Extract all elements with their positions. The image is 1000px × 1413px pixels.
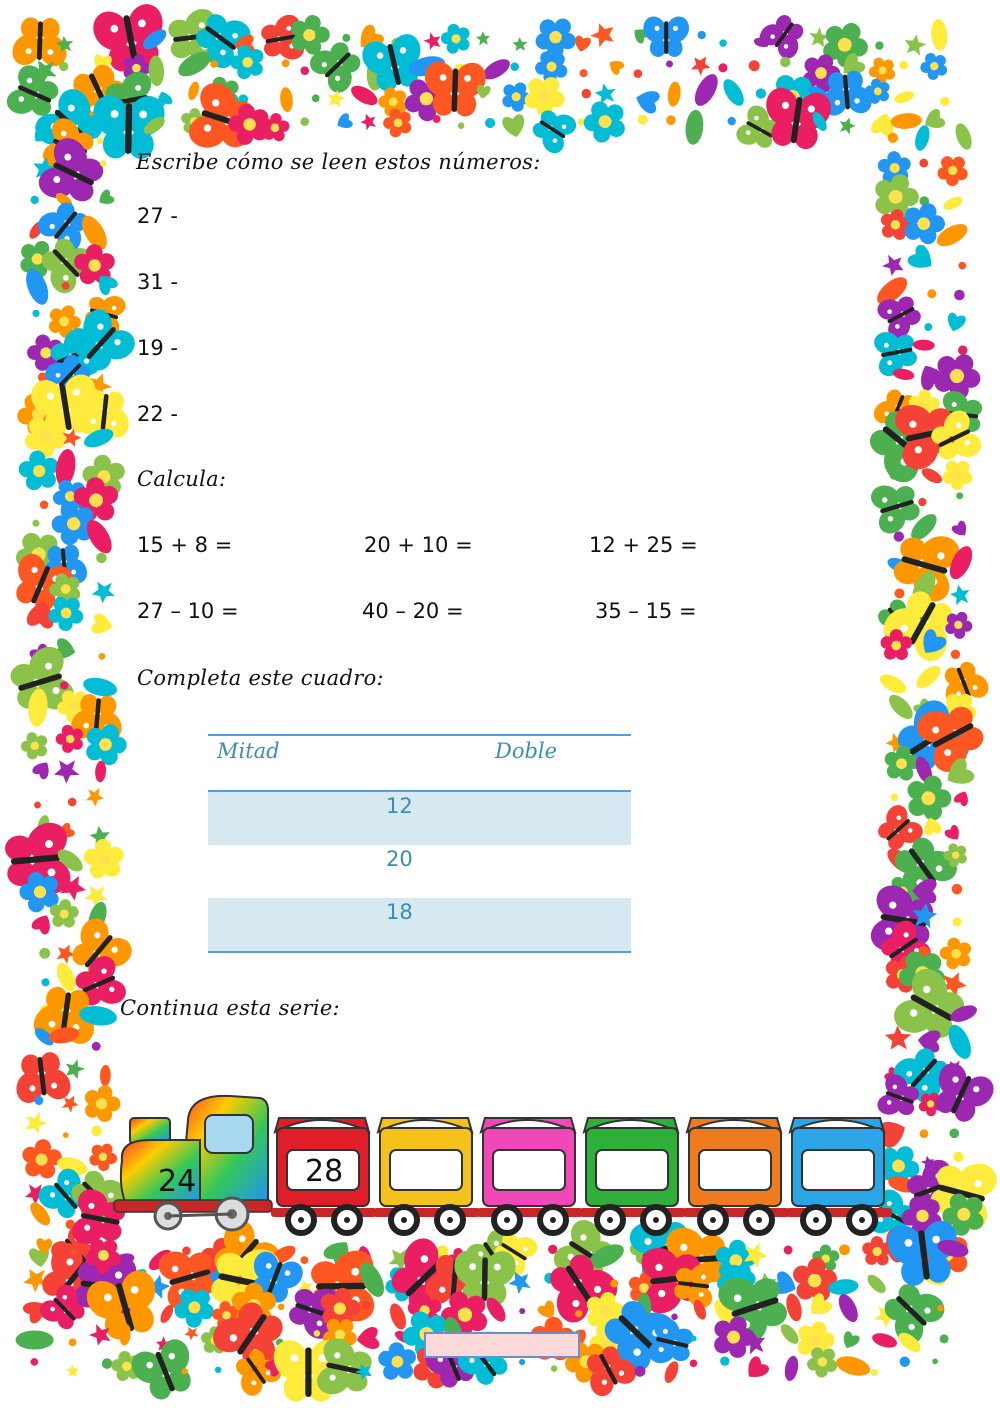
border-dot-icon <box>951 916 964 929</box>
border-dot-icon <box>518 1307 526 1315</box>
border-flower-icon <box>582 99 626 144</box>
border-dot-icon <box>931 1358 938 1365</box>
border-heart-icon <box>839 1330 861 1352</box>
border-dot-icon <box>671 1313 678 1320</box>
border-star-icon <box>837 115 857 135</box>
border-dot-icon <box>925 287 938 300</box>
train-wagon <box>786 1118 892 1233</box>
border-heart-icon <box>573 35 592 54</box>
border-heart-icon <box>334 112 354 132</box>
border-flower-icon <box>942 460 972 490</box>
border-butterfly-icon <box>639 13 693 57</box>
border-flower-icon <box>935 933 978 976</box>
border-dot-icon <box>893 587 907 601</box>
table-cell: 20 <box>386 847 413 871</box>
border-star-icon <box>900 31 928 59</box>
table-row <box>208 898 631 951</box>
number-item: 22 - <box>137 402 178 426</box>
operation: 12 + 25 = <box>589 533 698 557</box>
column-header-doble: Doble <box>495 739 558 763</box>
border-heart-icon <box>945 312 967 334</box>
border-star-icon <box>948 583 972 607</box>
border-leaf-icon <box>657 76 692 112</box>
border-star-icon <box>89 579 115 605</box>
operation: 20 + 10 = <box>364 533 473 557</box>
operation: 15 + 8 = <box>137 533 233 557</box>
border-dot-icon <box>950 648 962 660</box>
border-dot-icon <box>948 1127 961 1140</box>
border-star-icon <box>64 1362 82 1380</box>
border-star-icon <box>476 31 491 46</box>
border-dot-icon <box>917 496 928 507</box>
operation: 40 – 20 = <box>362 599 464 623</box>
border-heart-icon <box>96 188 116 208</box>
section-title-complete-table: Completa este cuadro: <box>137 666 384 690</box>
border-leaf-icon <box>713 72 755 112</box>
border-dot-icon <box>874 40 884 50</box>
border-dot-icon <box>898 1355 911 1368</box>
border-dot-icon <box>214 1365 223 1374</box>
border-dot-icon <box>717 61 730 74</box>
border-dot-icon <box>918 1128 930 1140</box>
table-header-row <box>208 736 631 792</box>
border-leaf-icon <box>889 82 919 112</box>
border-dot-icon <box>953 288 966 301</box>
border-leaf-icon <box>943 117 984 157</box>
border-dot-icon <box>923 322 933 332</box>
border-dot-icon <box>90 1040 102 1052</box>
border-dot-icon <box>67 797 77 807</box>
border-flower-icon <box>24 416 67 458</box>
border-heart-icon <box>906 243 938 276</box>
border-dot-icon <box>918 158 929 169</box>
border-star-icon <box>511 36 529 54</box>
border-leaf-icon <box>774 1350 808 1386</box>
column-header-mitad: Mitad <box>217 739 280 763</box>
border-dot-icon <box>33 801 42 810</box>
border-star-icon <box>85 788 104 807</box>
border-star-icon <box>422 30 446 54</box>
border-flower-icon <box>937 156 968 187</box>
border-dot-icon <box>666 60 674 68</box>
border-heart-icon <box>742 1355 771 1384</box>
border-dot-icon <box>30 1358 39 1367</box>
border-dot-icon <box>101 1357 113 1369</box>
border-dot-icon <box>746 58 762 74</box>
border-dot-icon <box>457 121 466 130</box>
border-dot-icon <box>780 57 790 67</box>
border-dot-icon <box>898 60 909 71</box>
table-row <box>208 845 631 898</box>
border-dot-icon <box>632 68 643 79</box>
border-heart-icon <box>501 113 527 139</box>
border-dot-icon <box>950 883 963 896</box>
border-heart-icon <box>950 519 970 539</box>
number-train <box>110 1090 900 1240</box>
section-title-write-numbers: Escribe cómo se leen estos números: <box>136 150 541 174</box>
border-dot-icon <box>98 652 106 660</box>
border-leaf-icon <box>938 188 967 218</box>
locomotive <box>114 1096 272 1230</box>
border-dot-icon <box>62 1131 70 1139</box>
border-dot-icon <box>889 792 899 802</box>
border-dot-icon <box>300 1255 309 1264</box>
border-heart-icon <box>476 84 491 99</box>
border-dot-icon <box>718 38 728 48</box>
border-dot-icon <box>756 88 767 99</box>
border-heart-icon <box>953 788 972 807</box>
border-dot-icon <box>37 946 52 961</box>
border-flower-icon <box>917 49 953 85</box>
border-dot-icon <box>870 1368 879 1377</box>
border-heart-icon <box>606 56 626 76</box>
train-wagon <box>374 1118 480 1233</box>
border-dot-icon <box>311 94 320 103</box>
border-dot-icon <box>578 68 589 79</box>
train-wagon <box>683 1118 789 1233</box>
table-row <box>208 792 631 845</box>
border-dot-icon <box>720 1356 730 1366</box>
section-title-continue-series: Continua esta serie: <box>120 996 340 1020</box>
border-star-icon <box>183 1326 199 1342</box>
border-flower-icon <box>18 730 51 763</box>
border-star-icon <box>359 111 379 131</box>
border-leaf-icon <box>268 81 305 118</box>
border-leaf-icon <box>862 1271 891 1298</box>
border-dot-icon <box>956 492 963 499</box>
border-dot-icon <box>782 1244 794 1256</box>
border-star-icon <box>880 251 908 279</box>
border-dot-icon <box>90 1124 104 1138</box>
border-dot-icon <box>952 1151 964 1163</box>
border-flower-icon <box>377 1341 417 1381</box>
border-star-icon <box>20 1109 50 1139</box>
border-star-icon <box>51 756 81 786</box>
border-dot-icon <box>510 62 520 72</box>
answer-check-box[interactable] <box>424 1332 580 1358</box>
border-heart-icon <box>356 1326 380 1350</box>
number-item: 27 - <box>137 204 178 228</box>
table-cell: 18 <box>386 900 413 924</box>
border-dot-icon <box>689 1359 698 1368</box>
border-dot-icon <box>31 308 41 318</box>
border-dot-icon <box>30 195 40 205</box>
border-leaf-icon <box>687 69 725 111</box>
border-dot-icon <box>300 117 309 126</box>
border-dot-icon <box>581 88 591 98</box>
series-number: 28 <box>305 1154 344 1189</box>
border-flower-icon <box>438 20 474 56</box>
border-dot-icon <box>696 29 707 40</box>
border-dot-icon <box>518 1358 526 1366</box>
border-dot-icon <box>281 59 290 68</box>
border-dot-icon <box>68 1338 77 1347</box>
series-number: 24 <box>158 1164 197 1199</box>
border-dot-icon <box>726 115 738 127</box>
train-wagon <box>477 1118 583 1233</box>
border-dot-icon <box>484 116 497 129</box>
table-cell: 12 <box>386 794 413 818</box>
half-double-table <box>208 734 631 953</box>
border-heart-icon <box>922 816 943 837</box>
operation: 35 – 15 = <box>595 599 697 623</box>
border-dot-icon <box>40 977 51 988</box>
border-star-icon <box>588 18 621 51</box>
border-leaf-icon <box>911 658 947 696</box>
border-heart-icon <box>633 87 661 115</box>
border-leaf-icon <box>670 102 719 153</box>
border-heart-icon <box>31 758 54 781</box>
border-dot-icon <box>341 32 352 43</box>
border-heart-icon <box>943 824 963 844</box>
border-dot-icon <box>300 66 310 76</box>
border-dot-icon <box>31 518 41 528</box>
border-dot-icon <box>277 1302 286 1311</box>
border-star-icon <box>593 83 616 106</box>
section-title-calculate: Calcula: <box>137 467 227 491</box>
border-dot-icon <box>636 113 650 127</box>
border-leaf-icon <box>916 11 962 58</box>
number-item: 31 - <box>137 270 178 294</box>
border-dot-icon <box>938 95 951 108</box>
border-dot-icon <box>665 114 676 125</box>
train-wagon <box>580 1118 686 1233</box>
border-dot-icon <box>38 499 49 510</box>
number-item: 19 - <box>137 336 178 360</box>
border-leaf-icon <box>876 668 911 699</box>
operation: 27 – 10 = <box>137 599 239 623</box>
border-dot-icon <box>938 1333 950 1345</box>
border-dot-icon <box>894 531 904 541</box>
border-heart-icon <box>90 612 114 636</box>
border-dot-icon <box>958 261 967 270</box>
border-dot-icon <box>550 1365 558 1373</box>
border-heart-icon <box>30 911 55 936</box>
border-flower-icon <box>77 833 132 888</box>
border-star-icon <box>688 51 714 77</box>
